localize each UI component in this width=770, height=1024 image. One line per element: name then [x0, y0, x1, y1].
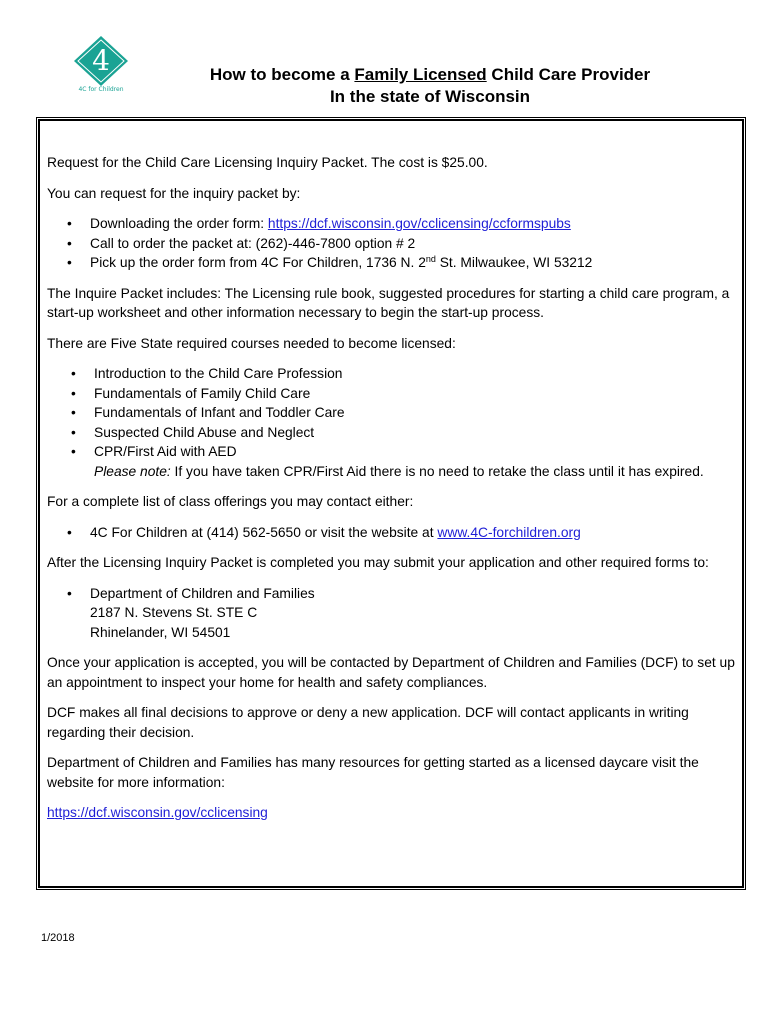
accepted-text: Once your application is accepted, you will be contacted by Department of Children and Families (DCF) to set up an appointment to inspect your home for health and safety compliances.	[47, 655, 735, 690]
bullet-icon: •	[71, 424, 76, 440]
title-underlined: Family Licensed	[354, 65, 487, 84]
bullet-icon: •	[71, 366, 76, 381]
bullet-icon: •	[71, 444, 76, 459]
intro-text: Request for the Child Care Licensing Inquiry Packet. The cost is $25.00.	[47, 155, 488, 170]
cpr-note: Please note: If you have taken CPR/First Aid there is no need to retake the class until it has expired.	[94, 463, 704, 479]
list-item: • CPR/First Aid with AED	[47, 442, 737, 462]
4c-website-link[interactable]: www.4C-forchildren.org	[437, 524, 581, 540]
address-list	[47, 584, 737, 643]
request-by-text: You can request for the inquiry packet by:	[47, 185, 301, 201]
bullet-icon: •	[67, 255, 72, 270]
bullet-icon: •	[71, 405, 76, 420]
page-subtitle: In the state of Wisconsin	[329, 87, 531, 106]
bullet-icon: •	[67, 585, 72, 601]
logo-numeral: 4	[92, 44, 110, 77]
packet-includes-text: The Inquire Packet includes: The Licensing rule book, suggested procedures for starting a child care program, a start-up worksheet and other information necessary to begin the start-up process.	[47, 285, 730, 320]
list-item: • Downloading the order form: https://dcf.wisconsin.gov/cclicensing/ccformspubs	[47, 214, 737, 234]
bullet-icon: •	[67, 216, 72, 231]
resources-text: Department of Children and Families has many resources for getting started as a licensed daycare visit the website for more information:	[47, 755, 699, 790]
courses-list	[47, 364, 737, 481]
address-line: Department of Children and Families	[90, 585, 315, 601]
page-title: How to become a Family Licensed Child Care Provider	[209, 65, 651, 84]
request-options-list	[47, 214, 737, 273]
list-item	[47, 584, 737, 643]
list-item: • Introduction to the Child Care Profession	[47, 364, 737, 384]
address-line: 2187 N. Stevens St. STE C	[90, 605, 258, 620]
dcf-licensing-link[interactable]: https://dcf.wisconsin.gov/cclicensing	[47, 805, 268, 820]
list-item: • 4C For Children at (414) 562-5650 or visit the website at www.4C-forchildren.org	[47, 523, 737, 543]
submit-intro-text: After the Licensing Inquiry Packet is completed you may submit your application and other required forms to:	[47, 555, 709, 570]
address-line: Rhinelander, WI 54501	[90, 624, 231, 640]
courses-intro-text: There are Five State required courses needed to become licensed:	[47, 335, 456, 351]
logo	[66, 35, 136, 101]
bullet-icon: •	[71, 385, 76, 401]
list-item: • Fundamentals of Family Child Care	[47, 384, 737, 404]
offerings-intro-text: For a complete list of class offerings you may contact either:	[47, 494, 414, 509]
decisions-text: DCF makes all final decisions to approve or deny a new application. DCF will contact applicants in writing regarding their decision.	[47, 705, 689, 740]
main-content	[47, 153, 737, 823]
bullet-icon: •	[67, 235, 72, 251]
logo-diamond-icon	[70, 35, 132, 87]
list-item: • Pick up the order form from 4C For Children, 1736 N. 2nd St. Milwaukee, WI 53212	[47, 253, 737, 273]
list-item: • Fundamentals of Infant and Toddler Care	[47, 403, 737, 423]
list-item: • Suspected Child Abuse and Neglect	[47, 423, 737, 443]
logo-caption: 4C for Children	[78, 86, 124, 93]
order-form-link[interactable]: https://dcf.wisconsin.gov/cclicensing/ccformspubs	[267, 216, 571, 231]
footer-date: 1/2018	[41, 932, 75, 944]
list-item: • Call to order the packet at: (262)-446-7800 option # 2	[47, 234, 737, 254]
contact-list	[47, 523, 737, 543]
bullet-icon: •	[67, 524, 72, 540]
